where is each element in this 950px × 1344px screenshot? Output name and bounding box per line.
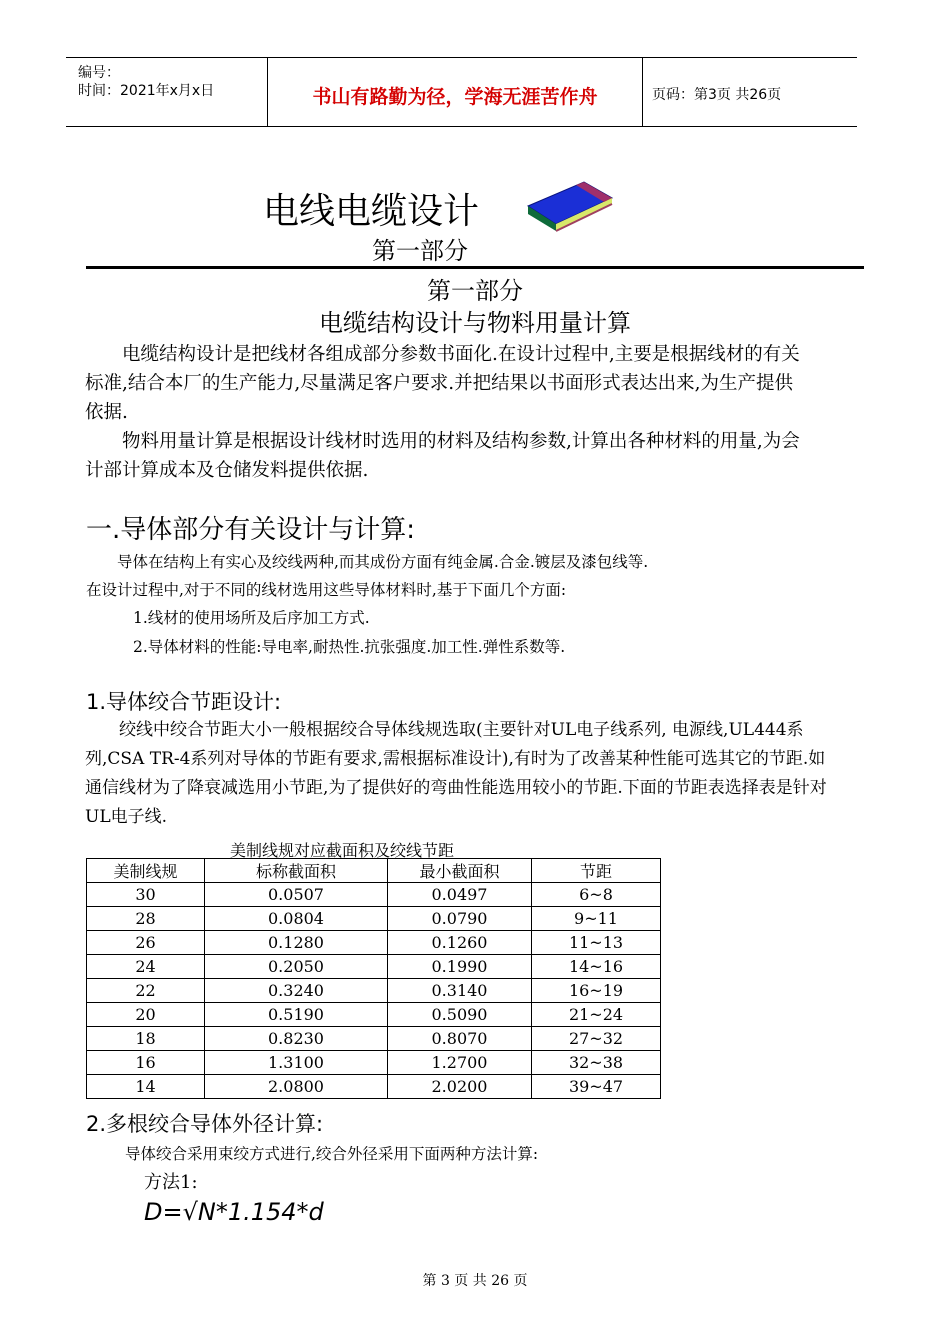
- table-cell: 18: [87, 1027, 205, 1051]
- motto: 书山有路勤为径，学海无涯苦作舟: [312, 86, 598, 108]
- table-cell: 30: [87, 883, 205, 907]
- table-cell: 0.0507: [205, 883, 388, 907]
- table-row: [87, 907, 661, 931]
- table-cell: 11~13: [532, 931, 661, 955]
- table-cell: 0.3140: [388, 979, 532, 1003]
- table-cell: 21~24: [532, 1003, 661, 1027]
- pitch-heading: 1.导体绞合节距设计:: [86, 690, 282, 714]
- table-row: [87, 979, 661, 1003]
- conductor-paragraph-2: 在设计过程中,对于不同的线材选用这些导体材料时,基于下面几个方面:: [86, 581, 567, 599]
- table-cell: 27~32: [532, 1027, 661, 1051]
- table-row: [87, 931, 661, 955]
- section-heading: 电缆结构设计与物料用量计算: [319, 309, 631, 337]
- table-row: [87, 1003, 661, 1027]
- table-row: [87, 955, 661, 979]
- table-cell: 0.3240: [205, 979, 388, 1003]
- intro-paragraph-2: 物料用量计算是根据设计线材时选用的材料及结构参数,计算出各种材料的用量,为会计部计算成本及仓储发料提供依据.: [85, 431, 800, 481]
- document-title: 电线电缆设计: [263, 191, 480, 232]
- table-cell: 28: [87, 907, 205, 931]
- table-cell: 0.1260: [388, 931, 532, 955]
- table-cell: 16: [87, 1051, 205, 1075]
- table-header-row: [87, 859, 661, 883]
- table-cell: 39~47: [532, 1075, 661, 1099]
- diameter-heading: 2.多根绞合导体外径计算:: [86, 1112, 324, 1136]
- page-footer: 第 3 页 共 26 页: [422, 1273, 528, 1289]
- table-cell: 0.0804: [205, 907, 388, 931]
- page-info: 页码：第3页 共26页: [652, 87, 782, 103]
- method-1-label: 方法1:: [144, 1172, 198, 1193]
- table-header-cell: 最小截面积: [388, 859, 532, 883]
- table-cell: 26: [87, 931, 205, 955]
- table-cell: 22: [87, 979, 205, 1003]
- diameter-formula: D=√N*1.154*d: [144, 1198, 324, 1226]
- table-cell: 20: [87, 1003, 205, 1027]
- conductor-paragraph-1: 导体在结构上有实心及绞线两种,而其成份方面有纯金属.合金.镀层及漆包线等.: [117, 553, 649, 571]
- pitch-table: [86, 858, 661, 1099]
- pitch-paragraph: [85, 716, 835, 832]
- table-cell: 6~8: [532, 883, 661, 907]
- table-cell: 2.0800: [205, 1075, 388, 1099]
- table-cell: 14~16: [532, 955, 661, 979]
- time-label: 时间：2021年x月x日: [78, 83, 215, 99]
- conductor-heading: 一.导体部分有关设计与计算:: [86, 515, 416, 545]
- number-label: 编号：: [78, 65, 120, 81]
- page-header: [66, 57, 857, 127]
- table-header-cell: 美制线规: [87, 859, 205, 883]
- part-heading: 第一部分: [427, 277, 523, 305]
- table-cell: 0.1990: [388, 955, 532, 979]
- table-caption: 美制线规对应截面积及绞线节距: [230, 841, 455, 860]
- table-row: [87, 1075, 661, 1099]
- diameter-text: 导体绞合采用束绞方式进行,绞合外径采用下面两种方法计算:: [125, 1145, 539, 1163]
- table-cell: 1.3100: [205, 1051, 388, 1075]
- intro-paragraphs: [85, 340, 805, 485]
- intro-paragraph-1: 电缆结构设计是把线材各组成部分参数书面化.在设计过程中,主要是根据线材的有关标准,结合本厂的生产能力,尽量满足客户要求.并把结果以书面形式表达出来,为生产提供依据.: [85, 344, 800, 423]
- table-cell: 0.8070: [388, 1027, 532, 1051]
- header-page-cell: [643, 58, 857, 126]
- book-icon: [524, 176, 616, 236]
- table-cell: 16~19: [532, 979, 661, 1003]
- table-cell: 2.0200: [388, 1075, 532, 1099]
- table-cell: 0.0790: [388, 907, 532, 931]
- table-row: [87, 1051, 661, 1075]
- table-cell: 9~11: [532, 907, 661, 931]
- table-header-cell: 节距: [532, 859, 661, 883]
- pitch-text: 绞线中绞合节距大小一般根据绞合导体线规选取(主要针对UL电子线系列, 电源线,UL444系列,CSA TR-4系列对导体的节距有要求,需根据标准设计),有时为了改善某种性能可选其它的节距.如通信线材为了降衰减选用小节距,为了提供好的弯曲性能选用较小的节距.下面的节距表选择表是针对UL电子线.: [85, 720, 827, 827]
- header-info-cell: [66, 58, 268, 126]
- table-cell: 24: [87, 955, 205, 979]
- conductor-item-2: 2.导体材料的性能:导电率,耐热性.抗张强度.加工性.弹性系数等.: [133, 638, 566, 656]
- table-row: [87, 883, 661, 907]
- table-cell: 0.8230: [205, 1027, 388, 1051]
- table-header-cell: 标称截面积: [205, 859, 388, 883]
- table-cell: 32~38: [532, 1051, 661, 1075]
- table-cell: 0.5090: [388, 1003, 532, 1027]
- table-cell: 0.5190: [205, 1003, 388, 1027]
- conductor-item-1: 1.线材的使用场所及后序加工方式.: [133, 609, 370, 627]
- table-cell: 0.0497: [388, 883, 532, 907]
- title-divider: [86, 266, 864, 269]
- table-cell: 14: [87, 1075, 205, 1099]
- table-cell: 0.2050: [205, 955, 388, 979]
- header-motto-cell: [268, 58, 643, 126]
- table-cell: 1.2700: [388, 1051, 532, 1075]
- table-row: [87, 1027, 661, 1051]
- table-cell: 0.1280: [205, 931, 388, 955]
- document-subtitle: 第一部分: [372, 237, 468, 265]
